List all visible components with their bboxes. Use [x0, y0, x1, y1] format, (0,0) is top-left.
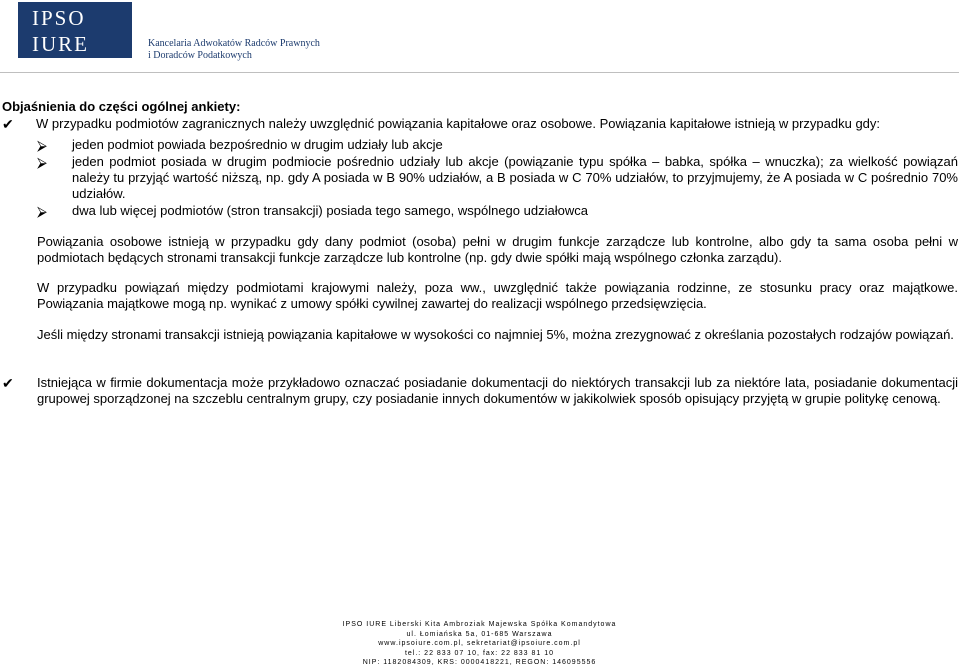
checkmark-icon: ✔ [2, 116, 14, 132]
arrow-bullet-icon: ⮚ [37, 203, 47, 219]
bullet-text: jeden podmiot posiada w drugim podmiocie pośrednio udziały lub akcje (powiązanie typu spółka – babka, spółka – wnuczka); za wielkość powiązań należy tu przyjąć wartość niższą, np. gdy A posiada w B 90% udziałów, a B posiada w C 70% udziałów, to przyjmujemy, że A posiada w C pośrednio 70% udziałów. [72, 154, 958, 201]
footer-phone-fax: tel.: 22 833 07 10, fax: 22 833 81 10 [404, 649, 555, 657]
footer-web-email: www.ipsoiure.com.pl, sekretariat@ipsoiure.com.pl [378, 640, 581, 647]
arrow-bullet-icon: ⮚ [37, 154, 47, 170]
page-header [0, 0, 959, 72]
logo-text-ipso: IPSO [32, 6, 86, 30]
ipso-iure-logo [18, 2, 132, 58]
bullet-text: dwa lub więcej podmiotów (stron transakcji) posiada tego samego, wspólnego udziałowca [72, 203, 588, 218]
header-divider [0, 72, 959, 73]
footer-company: IPSO IURE Liberski Kita Ambroziak Majewska Spółka Komandytowa [342, 621, 617, 628]
check-item-text: Istniejąca w firmie dokumentacja może przykładowo oznaczać posiadanie dokumentacji do niektórych transakcji lub za niektóre lata, posiadanie dokumentacji grupowej sporządzonej na szczeblu centralnym grupy, czy posiadanie innych dokumentów w jakikolwiek sposób opisujący przyjętą w grupie politykę cenową. [37, 375, 958, 406]
firm-name [148, 38, 320, 62]
firm-name-line2: i Doradców Podatkowych [148, 50, 252, 61]
section-heading: Objaśnienia do części ogólnej ankiety: [2, 99, 241, 114]
paragraph-threshold: Jeśli między stronami transakcji istnieją powiązania kapitałowe w wysokości co najmniej 5%, można zrezygnować z określania pozostałych rodzajów powiązań. [37, 327, 954, 342]
checkmark-icon: ✔ [2, 375, 14, 391]
page-footer [0, 620, 959, 668]
footer-registry: NIP: 1182084309, KRS: 0000418221, REGON: 146095556 [362, 659, 597, 666]
firm-name-line1: Kancelaria Adwokatów Radców Prawnych [148, 38, 320, 49]
paragraph-domestic-links: W przypadku powiązań między podmiotami krajowymi należy, poza ww., uwzględnić także powiązania rodzinne, ze stosunku pracy oraz majątkowe. Powiązania majątkowe mogą np. wynikać z umowy spółki cywilnej zawartej do realizacji wspólnego przedsięwzięcia. [37, 280, 958, 311]
arrow-bullet-icon: ⮚ [37, 137, 47, 153]
logo-text-iure: IURE [32, 32, 89, 56]
paragraph-personal-links: Powiązania osobowe istnieją w przypadku gdy dany podmiot (osoba) pełni w drugim funkcje zarządcze lub kontrolne, albo gdy ta sama osoba pełni w podmiotach będących stronami transakcji funkcje zarządcze lub kontrolne (np. gdy dwie spółki mają wspólnego członka zarządu). [37, 234, 958, 265]
bullet-text: jeden podmiot powiada bezpośrednio w drugim udziały lub akcje [72, 137, 443, 152]
check-item-text: W przypadku podmiotów zagranicznych należy uwzględnić powiązania kapitałowe oraz osobowe. Powiązania kapitałowe istnieją w przypadku gdy: [36, 116, 881, 131]
footer-address: ul. Łomiańska 5a, 01-685 Warszawa [406, 630, 553, 638]
